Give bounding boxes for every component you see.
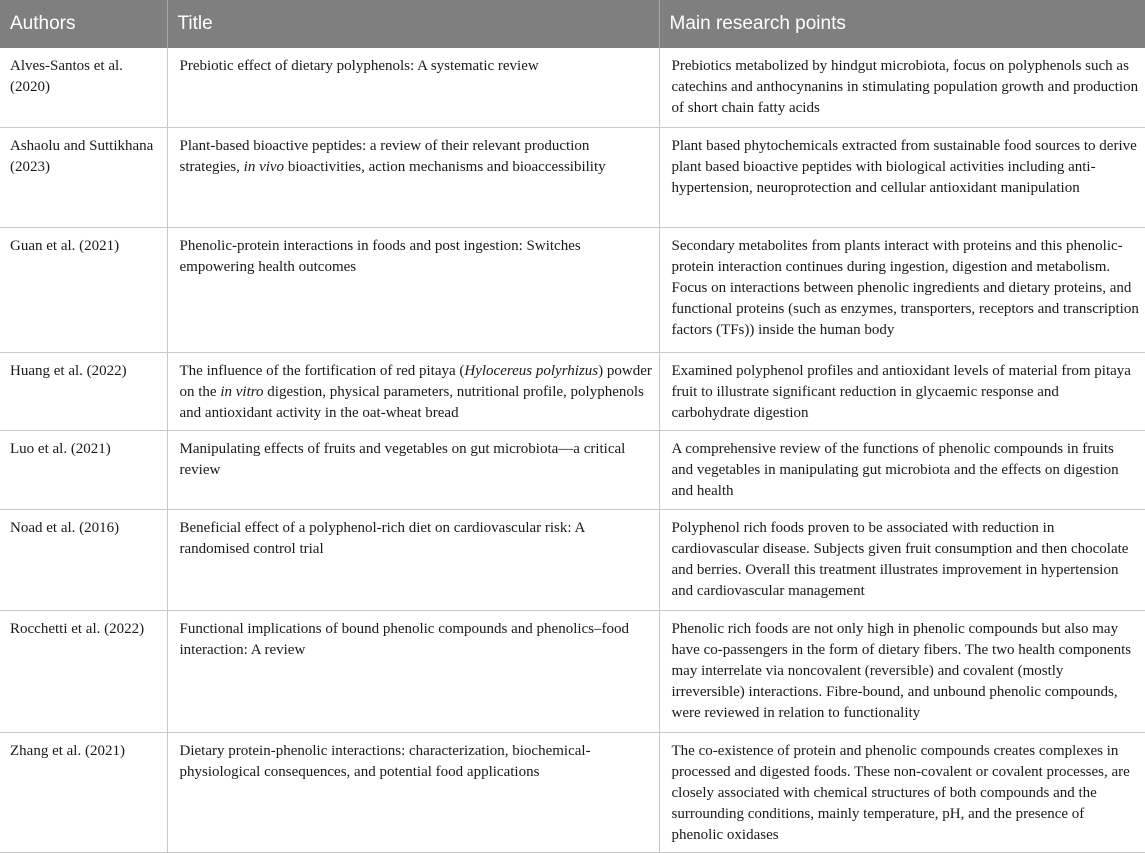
cell-title: [167, 352, 659, 430]
cell-main-points: Examined polyphenol profiles and antioxidant levels of material from pitaya fruit to illustrate significant reduction in glycaemic response and carbohydrate digestion: [659, 352, 1145, 430]
cell-main-points: Phenolic rich foods are not only high in phenolic compounds but also may have co-passengers in the form of dietary fibers. The two health components may interrelate via noncovalent (reversible) and covalent (mostly irreversible) interactions. Fibre-bound, and unbound phenolic compounds, were reviewed in relation to functionality: [659, 610, 1145, 732]
cell-main-points: The co-existence of protein and phenolic compounds creates complexes in processed and digested foods. These non-covalent or covalent processes, are closely associated with chemical structures of both compounds and the surrounding conditions, mainly temperature, pH, and the presence of phenolic oxidases: [659, 732, 1145, 852]
title-italic-text: Hylocereus polyrhizus: [464, 362, 599, 379]
header-authors: Authors: [0, 0, 167, 48]
cell-authors: Rocchetti et al. (2022): [0, 610, 167, 732]
cell-authors: Alves-Santos et al. (2020): [0, 48, 167, 127]
table-row: [0, 227, 1145, 352]
title-text: bioactivities, action mechanisms and bioaccessibility: [284, 158, 606, 175]
cell-main-points: Plant based phytochemicals extracted from sustainable food sources to derive plant based bioactive peptides with biological activities including anti-hypertension, neuroprotection and cellular antioxidant manipulation: [659, 127, 1145, 227]
table-row: [0, 610, 1145, 732]
header-main-points: Main research points: [659, 0, 1145, 48]
cell-authors: Huang et al. (2022): [0, 352, 167, 430]
cell-authors: Guan et al. (2021): [0, 227, 167, 352]
table-row: [0, 430, 1145, 509]
table-row: [0, 48, 1145, 127]
cell-title: Beneficial effect of a polyphenol-rich diet on cardiovascular risk: A randomised control trial: [167, 509, 659, 610]
cell-title: Prebiotic effect of dietary polyphenols: A systematic review: [167, 48, 659, 127]
cell-authors: Ashaolu and Suttikhana (2023): [0, 127, 167, 227]
title-text: Plant-based bioactive peptides: a review of their relevant production strategies,: [179, 137, 590, 175]
cell-authors: Luo et al. (2021): [0, 430, 167, 509]
cell-main-points: Prebiotics metabolized by hindgut microbiota, focus on polyphenols such as catechins and anthocynanins in stimulating population growth and production of short chain fatty acids: [659, 48, 1145, 127]
cell-main-points: Secondary metabolites from plants interact with proteins and this phenolic-protein interaction continues during ingestion, digestion and metabolism. Focus on interactions between phenolic ingredients and dietary proteins, and functional proteins (such as enzymes, transporters, receptors and transcription factors (TFs)) inside the human body: [659, 227, 1145, 352]
title-text: ) powder on the: [179, 362, 652, 400]
title-italic-text: in vivo: [243, 158, 285, 175]
title-text: digestion, physical parameters, nutritional profile, polyphenols and antioxidant activity in the oat-wheat bread: [179, 383, 644, 421]
table-row: [0, 352, 1145, 430]
cell-title: [167, 127, 659, 227]
header-title: Title: [167, 0, 659, 48]
cell-title: Manipulating effects of fruits and vegetables on gut microbiota—a critical review: [167, 430, 659, 509]
title-text: The influence of the fortification of red pitaya (: [179, 362, 465, 379]
cell-authors: Noad et al. (2016): [0, 509, 167, 610]
title-italic-text: in vitro: [220, 383, 264, 400]
table-row: [0, 732, 1145, 852]
table-row: [0, 127, 1145, 227]
cell-title: Dietary protein-phenolic interactions: characterization, biochemical-physiological consequences, and potential food applications: [167, 732, 659, 852]
header-row: [0, 0, 1145, 48]
cell-authors: Zhang et al. (2021): [0, 732, 167, 852]
cell-title: Phenolic-protein interactions in foods and post ingestion: Switches empowering health outcomes: [167, 227, 659, 352]
table-row: [0, 509, 1145, 610]
cell-title: Functional implications of bound phenolic compounds and phenolics–food interaction: A review: [167, 610, 659, 732]
cell-main-points: A comprehensive review of the functions of phenolic compounds in fruits and vegetables in manipulating gut microbiota and the effects on digestion and health: [659, 430, 1145, 509]
cell-main-points: Polyphenol rich foods proven to be associated with reduction in cardiovascular disease. Subjects given fruit consumption and then chocolate and berries. Overall this treatment illustrates improvement in hypertension and cardiovascular management: [659, 509, 1145, 610]
